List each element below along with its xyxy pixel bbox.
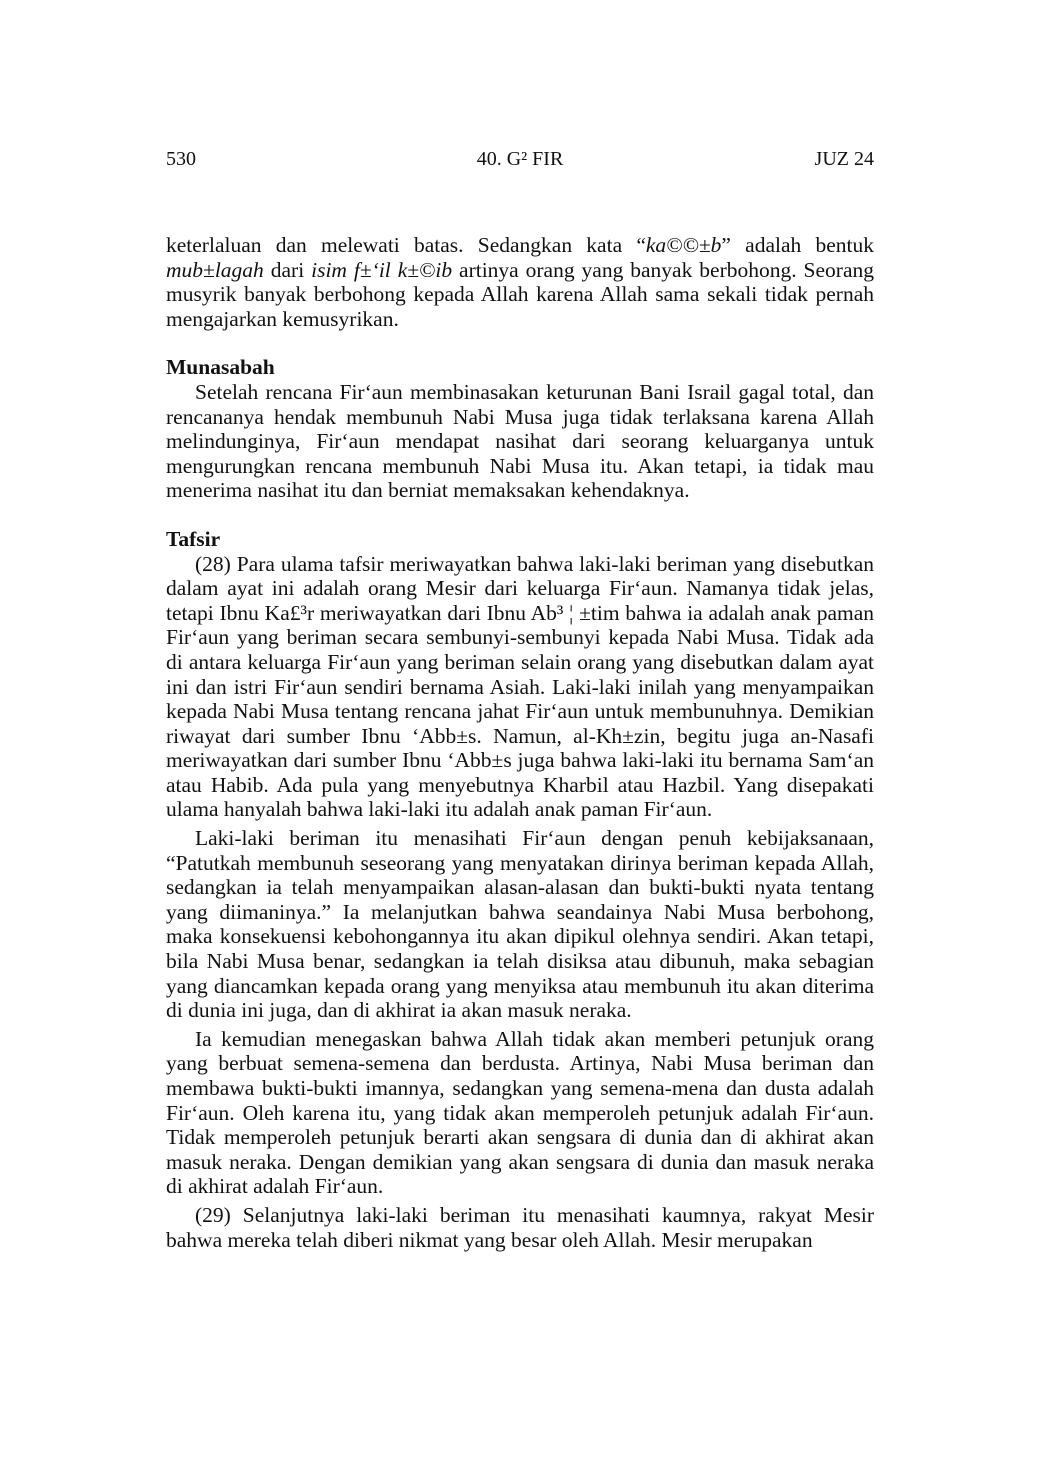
intro-text: artinya orang yang banyak berbohong. Seorang musyrik banyak berbohong kepada Allah karena Allah sama sekali tidak pernah mengajarkan kemusyrikan. [166, 257, 874, 331]
section-spacer [166, 331, 874, 355]
page-body [166, 233, 874, 1252]
intro-text: keterlaluan dan melewati batas. Sedangkan kata “ [166, 233, 646, 257]
section-heading-tafsir: Tafsir [166, 526, 221, 551]
juz-label: JUZ 24 [814, 148, 874, 170]
intro-paragraph [166, 233, 874, 331]
surah-title: 40. G² FIR [476, 148, 564, 170]
tafsir-paragraph-3: Ia kemudian menegaskan bahwa Allah tidak akan memberi petunjuk orang yang berbuat semena-semena dan berdusta. Artinya, Nabi Musa beriman dan membawa bukti-bukti imannya, sedangkan yang semena-mena dan dusta adalah Fir‘aun. Oleh karena itu, yang tidak akan memperoleh petunjuk adalah Fir‘aun. Tidak memperoleh petunjuk berarti akan sengsara di dunia dan di akhirat akan masuk neraka. Dengan demikian yang akan sengsara di dunia dan masuk neraka di akhirat adalah Fir‘aun. [166, 1026, 874, 1199]
tafsir-paragraph-4: (29) Selanjutnya laki-laki beriman itu menasihati kaumnya, rakyat Mesir bahwa mereka telah diberi nikmat yang besar oleh Allah. Mesir merupakan [166, 1202, 874, 1252]
tafsir-paragraph-1: (28) Para ulama tafsir meriwayatkan bahwa laki-laki beriman yang disebutkan dalam ayat ini adalah orang Mesir dari keluarga Fir‘aun. Namanya tidak jelas, tetapi Ibnu Ka£³r meriwayatkan dari Ibnu Ab³ ¦ ±tim bahwa ia adalah anak paman Fir‘aun yang beriman secara sembunyi-sembunyi kepada Nabi Musa. Tidak ada di antara keluarga Fir‘aun yang beriman selain orang yang disebutkan dalam ayat ini dan istri Fir‘aun sendiri bernama Asiah. Laki-laki inilah yang menyampaikan kepada Nabi Musa tentang rencana jahat Fir‘aun untuk membunuhnya. Demikian riwayat dari sumber Ibnu ‘Abb±s. Namun, al-Kh±zin, begitu juga an-Nasafi meriwayatkan dari sumber Ibnu ‘Abb±s juga bahwa laki-laki itu bernama Sam‘an atau Habib. Ada pula yang menyebutnya Kharbil atau Hazbil. Yang disepakati ulama hanyalah bahwa laki-laki itu adalah anak paman Fir‘aun. [166, 551, 874, 822]
intro-text: ” adalah bentuk [721, 233, 874, 257]
intro-text: dari [263, 257, 312, 282]
page-header [166, 146, 874, 172]
italic-term: isim f±‘il k±©ib [311, 257, 453, 282]
italic-term: ka©©±b [645, 233, 722, 257]
section-spacer [166, 503, 874, 527]
section-heading-munasabah: Munasabah [166, 355, 275, 380]
tafsir-paragraph-2: Laki-laki beriman itu menasihati Fir‘aun dengan penuh kebijaksanaan, “Patutkah membunuh seseorang yang menyatakan dirinya beriman kepada Allah, sedangkan ia telah menyampaikan alasan-alasan dan bukti-bukti nyata tentang yang diimaninya.” Ia melanjutkan bahwa seandainya Nabi Musa berbohong, maka konsekuensi kebohongannya itu akan dipikul olehnya sendiri. Akan tetapi, bila Nabi Musa benar, sedangkan ia telah disiksa atau dibunuh, maka sebagian yang diancamkan kepada orang yang menyiksa atau membunuh itu akan diterima di dunia ini juga, dan di akhirat ia akan masuk neraka. [166, 826, 874, 1023]
italic-term: mub±lagah [166, 257, 264, 282]
munasabah-paragraph: Setelah rencana Fir‘aun membinasakan keturunan Bani Israil gagal total, dan rencananya hendak membunuh Nabi Musa juga tidak terlaksana karena Allah melindunginya, Fir‘aun mendapat nasihat dari seorang keluarganya untuk mengurungkan rencana membunuh Nabi Musa itu. Akan tetapi, ia tidak mau menerima nasihat itu dan berniat memaksakan kehendaknya. [166, 379, 874, 503]
page-number: 530 [166, 148, 196, 170]
